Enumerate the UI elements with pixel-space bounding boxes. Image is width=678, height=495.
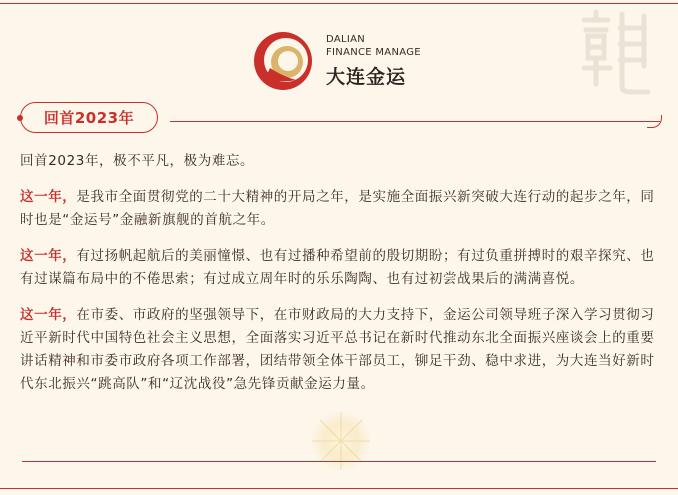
- brand-english-line-2: FINANCE MANAGE: [326, 47, 421, 58]
- paragraph-1-text: 是我市全面贯彻党的二十大精神的开局之年，是实施全面振兴新突破大连行动的起步之年，同时也是“金运号”金融新旗舰的首航之年。: [20, 189, 655, 228]
- section-dot-icon: [17, 115, 23, 121]
- bottom-divider: [22, 461, 656, 462]
- top-border-line: [0, 3, 678, 4]
- brand-text: [326, 33, 421, 89]
- sparkle-glow-icon: [310, 410, 372, 472]
- section-title-pill: [20, 102, 158, 133]
- brand-chinese-name: 大连金运: [326, 66, 407, 88]
- article-body: [20, 150, 660, 409]
- dalian-finance-logo-icon: [252, 30, 314, 92]
- paragraph-3-lead: 这一年，: [20, 307, 77, 323]
- paragraph-2: [20, 245, 660, 291]
- section-title: 回首2023年: [43, 109, 135, 127]
- paragraph-2-lead: 这一年，: [20, 248, 77, 264]
- paragraph-3-text: 在市委、市政府的坚强领导下，在市财政局的大力支持下，金运公司领导班子深入学习贯彻习近平新时代中国特色社会主义思想，全面落实习近平总书记在新时代推动东北全面振兴座谈会上的重要讲话精神和市委市政府各项工作部署，团结带领全体干部员工，铆足干劲、稳中求进，为大连当好新时代东北振兴“跳高队”和“辽沈战役”急先锋贡献金运力量。: [20, 307, 655, 392]
- intro-paragraph: 回首2023年，极不平凡，极为难忘。: [20, 153, 255, 169]
- brand-logo: [252, 30, 421, 92]
- brand-english-line-1: DALIAN: [326, 34, 366, 45]
- paragraph-2-text: 有过扬帆起航后的美丽憧憬、也有过播种希望前的殷切期盼；有过负重拼搏时的艰辛探究、也有过谋篇布局中的不倦思索；有过成立周年时的乐乐陶陶、也有过初尝战果后的满满喜悦。: [20, 248, 655, 287]
- paragraph-1: [20, 186, 660, 232]
- section-header: [20, 101, 660, 135]
- dragon-character-watermark-icon: [570, 6, 660, 96]
- section-header-line: [170, 121, 660, 122]
- paragraph-3: [20, 304, 660, 396]
- section-header-line-curl: [647, 115, 662, 128]
- bottom-border-line: [0, 488, 678, 489]
- paragraph-1-lead: 这一年，: [20, 189, 77, 205]
